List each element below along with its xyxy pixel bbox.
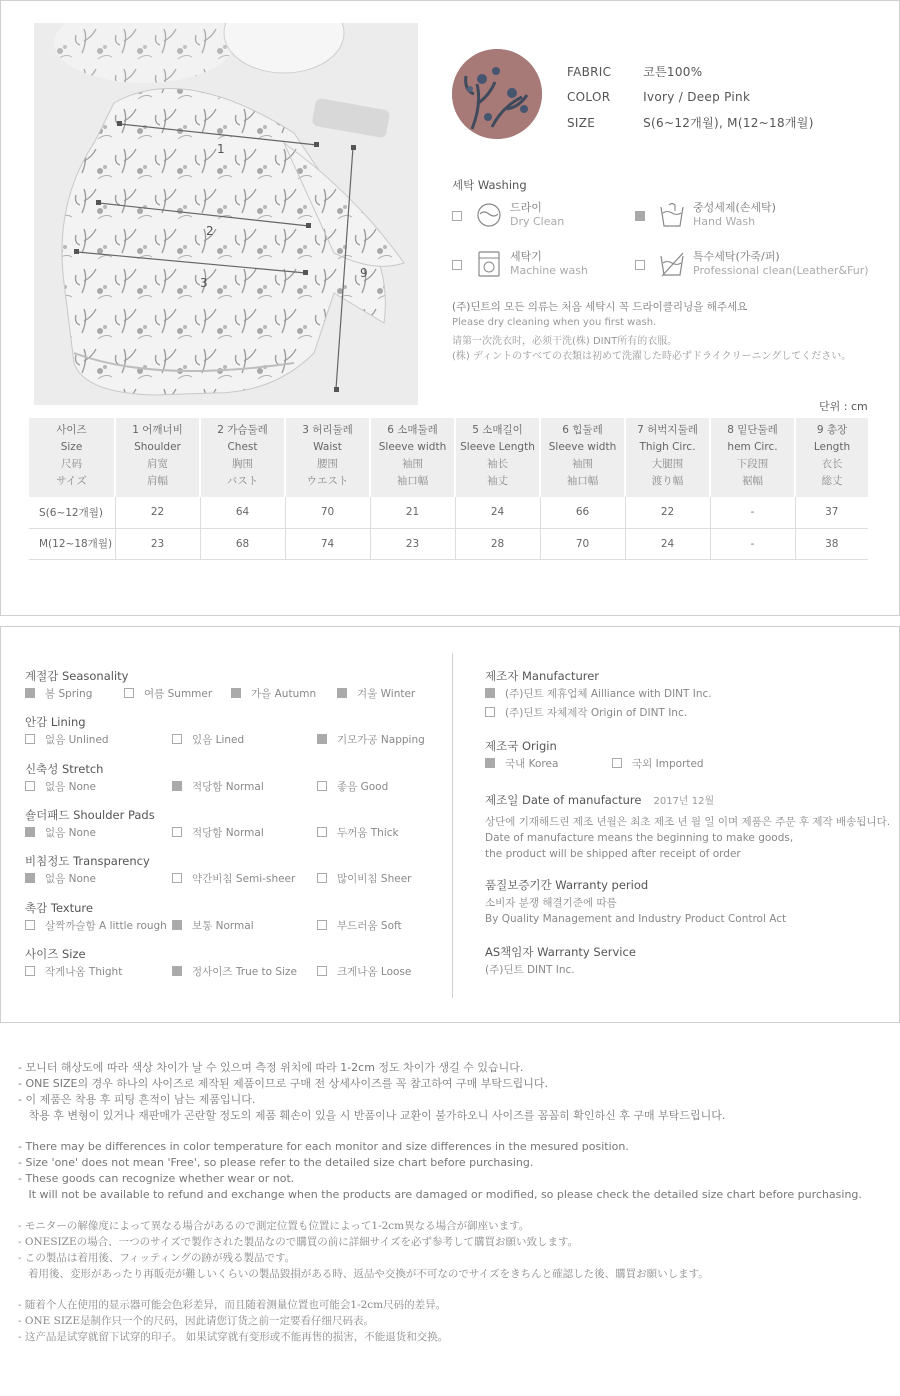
header-en: Waist bbox=[313, 441, 342, 453]
wash-label-ko: 세탁기 bbox=[510, 250, 542, 263]
table-cell: 23 bbox=[115, 528, 200, 559]
table-cell: M(12~18개월) bbox=[29, 528, 115, 559]
option-label: 약간비침 Semi-sheer bbox=[192, 873, 296, 885]
marker-1: 1 bbox=[217, 142, 225, 156]
checkbox[interactable] bbox=[337, 688, 347, 698]
as-service-section bbox=[485, 944, 636, 978]
option-label: 국외 Imported bbox=[632, 758, 704, 770]
attr-option[interactable] bbox=[25, 779, 96, 794]
note-line: - These goods can recognize whether wear or not. bbox=[18, 1172, 295, 1185]
attr-option[interactable] bbox=[337, 686, 415, 701]
machine-wash-icon bbox=[476, 250, 502, 278]
header-jp: 袖口幅 bbox=[396, 475, 429, 487]
checkbox[interactable] bbox=[317, 966, 327, 976]
note-line: - ONE SIZE의 경우 하나의 사이즈로 제작된 제품이므로 구매 전 상세사이즈를 꼭 참고하여 구매 부탁드립니다. bbox=[18, 1077, 549, 1090]
option-label: 없음 None bbox=[45, 781, 97, 793]
header-en: Sleeve width bbox=[548, 441, 617, 453]
header-cn: 下段围 bbox=[736, 458, 769, 470]
as-service-line: (주)딘트 DINT Inc. bbox=[485, 964, 575, 976]
header-cn: 袖围 bbox=[402, 458, 423, 470]
attr-option[interactable] bbox=[25, 964, 122, 979]
checkbox[interactable] bbox=[172, 827, 182, 837]
option-label: 국내 Korea bbox=[505, 758, 559, 770]
wash-checkbox[interactable] bbox=[452, 211, 462, 221]
checkbox[interactable] bbox=[172, 781, 182, 791]
option-label: 살짝까슬함 A little rough bbox=[45, 920, 167, 932]
attr-option[interactable] bbox=[172, 825, 264, 840]
wash-label-en: Dry Clean bbox=[510, 215, 565, 228]
checkbox[interactable] bbox=[25, 873, 35, 883]
origin-section bbox=[485, 738, 704, 772]
size-row bbox=[567, 114, 814, 131]
table-cell: S(6~12개월) bbox=[29, 497, 115, 528]
notes-japanese bbox=[18, 1218, 862, 1282]
column-divider bbox=[452, 653, 453, 998]
table-row bbox=[29, 497, 868, 528]
manufacture-date-note: 상단에 기재해드린 제조 년월은 최초 제조 년 월 일 이며 제품은 주문 후 제작 배송됩니다. bbox=[485, 816, 891, 828]
header-cn: 尺码 bbox=[61, 458, 82, 470]
product-attributes-panel bbox=[0, 626, 900, 1023]
header-cn: 袖围 bbox=[572, 458, 593, 470]
manufacturer-option[interactable] bbox=[485, 705, 712, 721]
origin-option[interactable] bbox=[485, 756, 558, 772]
origin-option[interactable] bbox=[612, 756, 704, 772]
header-cn: 腰围 bbox=[317, 458, 338, 470]
checkbox[interactable] bbox=[485, 758, 495, 768]
purchase-notes bbox=[18, 1060, 862, 1360]
attr-option[interactable] bbox=[25, 732, 109, 747]
table-cell: 74 bbox=[285, 528, 370, 559]
header-cn: 肩宽 bbox=[147, 458, 168, 470]
attr-title: 촉감 Texture bbox=[25, 901, 93, 915]
option-label: 두꺼움 Thick bbox=[337, 827, 399, 839]
header-ko: 9 총장 bbox=[816, 424, 848, 436]
header-jp: 肩幅 bbox=[147, 475, 168, 487]
option-label: 많이비침 Sheer bbox=[337, 873, 412, 885]
checkbox[interactable] bbox=[172, 873, 182, 883]
attr-option[interactable] bbox=[317, 871, 411, 886]
option-label: 기모가공 Napping bbox=[337, 734, 425, 746]
checkbox[interactable] bbox=[25, 966, 35, 976]
note-line: - 随着个人在使用的显示器可能会色彩差异，而且随着测量位置也可能会1-2cm尺码的差异。 bbox=[18, 1299, 447, 1311]
header-jp: バスト bbox=[226, 475, 259, 487]
attr-stretch bbox=[25, 761, 389, 795]
option-label: 적당함 Normal bbox=[192, 827, 264, 839]
checkbox[interactable] bbox=[124, 688, 134, 698]
attr-transparency bbox=[25, 853, 412, 887]
manufacture-date-note: the product will be shipped after receipt of order bbox=[485, 848, 741, 860]
header-ko: 8 밑단둘레 bbox=[727, 424, 778, 436]
note-line: - 이 제품은 착용 후 피팅 흔적이 남는 제품입니다. bbox=[18, 1093, 256, 1106]
table-cell: 21 bbox=[370, 497, 455, 528]
note-line: 着用後、変形があったり再販売が難しいくらいの製品毀損がある時、返品や交換が不可なのでサイズをきちんと確認した後、購買お願いします。 bbox=[18, 1268, 709, 1280]
checkbox[interactable] bbox=[485, 707, 495, 717]
table-cell: 66 bbox=[540, 497, 625, 528]
note-line: - There may be differences in color temperature for each monitor and size differences in the mesured position. bbox=[18, 1140, 629, 1153]
fabric-swatch bbox=[452, 49, 542, 139]
option-label: 좋음 Good bbox=[337, 781, 389, 793]
attr-title: 숄더패드 Shoulder Pads bbox=[25, 808, 155, 822]
header-ko: 6 소매둘레 bbox=[387, 424, 438, 436]
size-table-header bbox=[29, 418, 868, 497]
manufacture-date-section bbox=[485, 792, 890, 862]
notes-korean bbox=[18, 1060, 862, 1124]
checkbox[interactable] bbox=[25, 920, 35, 930]
header-en: hem Circ. bbox=[727, 441, 778, 453]
option-label: 가을 Autumn bbox=[251, 688, 317, 700]
attr-option[interactable] bbox=[317, 964, 411, 979]
size-label: SIZE bbox=[567, 116, 596, 130]
note-line: - ONE SIZE是制作只一个的尺码，因此请您订货之前一定要看仔细尺码表。 bbox=[18, 1315, 374, 1327]
table-cell: - bbox=[710, 497, 795, 528]
size-value: S(6~12개월), M(12~18개월) bbox=[643, 116, 814, 130]
checkbox[interactable] bbox=[25, 827, 35, 837]
attr-option[interactable] bbox=[317, 779, 388, 794]
attr-texture bbox=[25, 900, 402, 934]
attr-shoulder-pads bbox=[25, 807, 399, 841]
checkbox[interactable] bbox=[172, 966, 182, 976]
checkbox[interactable] bbox=[25, 734, 35, 744]
origin-title: 제조국 Origin bbox=[485, 739, 557, 753]
header-ko: 6 힙둘레 bbox=[562, 424, 603, 436]
note-line: - モニターの解像度によって異なる場合があるので測定位置も位置によって1-2cm異なる場合が御座います。 bbox=[18, 1220, 530, 1232]
header-jp: ウエスト bbox=[306, 475, 349, 487]
option-label: 적당함 Normal bbox=[192, 781, 264, 793]
wash-checkbox[interactable] bbox=[635, 211, 645, 221]
as-service-title: AS책임자 Warranty Service bbox=[485, 945, 636, 959]
table-cell: 64 bbox=[200, 497, 285, 528]
table-cell: 23 bbox=[370, 528, 455, 559]
header-jp: 袖口幅 bbox=[566, 475, 599, 487]
note-line: - この製品は着用後、フィッティングの跡が残る製品です。 bbox=[18, 1252, 296, 1264]
header-cell-size bbox=[29, 418, 115, 497]
table-row bbox=[29, 528, 868, 559]
checkbox[interactable] bbox=[172, 920, 182, 930]
washing-title: 세탁 Washing bbox=[452, 178, 527, 192]
checkbox[interactable] bbox=[25, 781, 35, 791]
wash-label-ko: 드라이 bbox=[510, 201, 542, 214]
fabric-value: 코튼100% bbox=[643, 65, 703, 79]
header-cell-chest bbox=[200, 418, 285, 497]
wash-checkbox[interactable] bbox=[635, 260, 645, 270]
attr-option[interactable] bbox=[172, 871, 295, 886]
product-photo bbox=[34, 23, 418, 405]
checkbox[interactable] bbox=[317, 781, 327, 791]
table-cell: 70 bbox=[540, 528, 625, 559]
table-cell: 22 bbox=[115, 497, 200, 528]
unit-label: 단위 : cm bbox=[819, 400, 868, 413]
note-line: - Size 'one' does not mean 'Free', so please refer to the detailed size chart before purchasing. bbox=[18, 1156, 534, 1169]
header-ko: 5 소매길이 bbox=[472, 424, 523, 436]
professional-clean-icon bbox=[659, 250, 685, 278]
attr-title: 계절감 Seasonality bbox=[25, 669, 129, 683]
option-label: (주)딘트 자체제작 Origin of DINT Inc. bbox=[505, 707, 688, 719]
attr-title: 안감 Lining bbox=[25, 715, 86, 729]
checkbox[interactable] bbox=[317, 734, 327, 744]
wash-note-en: Please dry cleaning when you first wash. bbox=[452, 317, 657, 328]
size-table bbox=[29, 418, 868, 560]
wash-label-en: Machine wash bbox=[510, 264, 588, 277]
option-label: 없음 Unlined bbox=[45, 734, 109, 746]
header-cell-waist bbox=[285, 418, 370, 497]
manufacture-date-note: Date of manufacture means the beginning to make goods, bbox=[485, 832, 794, 844]
header-jp: 総丈 bbox=[821, 475, 843, 487]
dry-clean-icon bbox=[476, 201, 502, 229]
header-jp: 袖丈 bbox=[487, 475, 508, 487]
header-cn: 衣长 bbox=[821, 458, 843, 470]
wash-note-cn: 请第一次洗衣时，必须干洗(株) DINT所有的衣服。 bbox=[452, 336, 678, 347]
header-ko: 사이즈 bbox=[56, 424, 87, 436]
note-line: It will not be available to refund and exchange when the products are damaged or modified, so please check the detailed size chart before purchasing. bbox=[18, 1188, 862, 1201]
header-jp: 渡り幅 bbox=[651, 475, 684, 487]
wash-note-jp: (株) ディントのすべての衣類は初めて洗濯した時必ずドライクリーニングしてください。 bbox=[452, 351, 852, 362]
checkbox[interactable] bbox=[317, 873, 327, 883]
checkbox[interactable] bbox=[485, 688, 495, 698]
manufacturer-option[interactable] bbox=[485, 686, 712, 702]
option-label: 부드러움 Soft bbox=[337, 920, 402, 932]
attr-seasonality bbox=[25, 668, 416, 702]
attr-option[interactable] bbox=[25, 918, 167, 933]
marker-9: 9 bbox=[360, 266, 368, 280]
color-value: Ivory / Deep Pink bbox=[643, 90, 751, 104]
header-cell-sleeve-width bbox=[370, 418, 455, 497]
hand-wash-icon bbox=[659, 201, 685, 229]
fabric-swatch-image bbox=[452, 49, 542, 139]
attr-title: 신축성 Stretch bbox=[25, 762, 104, 776]
table-cell: 70 bbox=[285, 497, 370, 528]
attr-option[interactable] bbox=[25, 871, 96, 886]
romper-illustration bbox=[34, 23, 418, 405]
attr-option[interactable] bbox=[25, 686, 92, 701]
option-label: 겨울 Winter bbox=[357, 688, 416, 700]
warranty-line: 소비자 분쟁 해결기준에 따름 bbox=[485, 897, 617, 909]
attr-option[interactable] bbox=[124, 686, 212, 701]
note-line: - 这产品是试穿就留下试穿的印子。 如果试穿就有变形或不能再售的损害，不能退货和交换。 bbox=[18, 1331, 449, 1343]
header-jp: 裾幅 bbox=[742, 475, 763, 487]
wash-label-en: Professional clean(Leather&Fur) bbox=[693, 264, 869, 277]
header-cn: 大腿围 bbox=[651, 458, 684, 470]
checkbox[interactable] bbox=[172, 734, 182, 744]
manufacturer-section bbox=[485, 668, 712, 721]
header-cell-hem bbox=[710, 418, 795, 497]
wash-label-ko: 특수세탁(가죽/퍼) bbox=[693, 250, 780, 263]
wash-checkbox[interactable] bbox=[452, 260, 462, 270]
header-jp: サイズ bbox=[56, 475, 87, 487]
attr-option[interactable] bbox=[317, 918, 402, 933]
manufacture-date-title bbox=[485, 792, 890, 810]
checkbox[interactable] bbox=[612, 758, 622, 768]
wash-label-ko: 중성세제(손세탁) bbox=[693, 201, 776, 214]
marker-3: 3 bbox=[200, 276, 208, 290]
attr-lining bbox=[25, 714, 425, 748]
option-label: 여름 Summer bbox=[144, 688, 213, 700]
notes-english bbox=[18, 1139, 862, 1203]
header-cn: 袖长 bbox=[487, 458, 508, 470]
option-label: 봄 Spring bbox=[45, 688, 93, 700]
option-label: (주)딘트 제휴업체 Ailliance with DINT Inc. bbox=[505, 688, 712, 700]
option-label: 없음 None bbox=[45, 873, 97, 885]
option-label: 작게나옴 Thight bbox=[45, 966, 123, 978]
table-cell: 28 bbox=[455, 528, 540, 559]
notes-chinese bbox=[18, 1297, 862, 1345]
header-ko: 1 어깨너비 bbox=[132, 424, 183, 436]
table-cell: 68 bbox=[200, 528, 285, 559]
option-label: 크게나옴 Loose bbox=[337, 966, 412, 978]
attr-option[interactable] bbox=[317, 825, 399, 840]
header-en: Size bbox=[60, 441, 83, 453]
header-en: Length bbox=[813, 441, 851, 453]
header-en: Thigh Circ. bbox=[639, 441, 696, 453]
wash-label-en: Hand Wash bbox=[693, 215, 756, 228]
header-ko: 3 허리둘레 bbox=[302, 424, 353, 436]
attr-option[interactable] bbox=[172, 779, 264, 794]
table-cell: 24 bbox=[455, 497, 540, 528]
checkbox[interactable] bbox=[25, 688, 35, 698]
option-label: 없음 None bbox=[45, 827, 97, 839]
table-cell: - bbox=[710, 528, 795, 559]
option-label: 정사이즈 True to Size bbox=[192, 966, 297, 978]
checkbox[interactable] bbox=[231, 688, 241, 698]
note-line: - 모니터 해상도에 따라 색상 차이가 날 수 있으며 측정 위치에 따라 1-2cm 정도 차이가 생길 수 있습니다. bbox=[18, 1061, 524, 1074]
attr-size-fit bbox=[25, 946, 412, 980]
header-cn: 胸围 bbox=[232, 458, 253, 470]
header-ko: 2 가슴둘레 bbox=[217, 424, 268, 436]
product-spec-panel bbox=[0, 0, 900, 616]
table-cell: 37 bbox=[795, 497, 868, 528]
warranty-section bbox=[485, 877, 786, 927]
attr-option[interactable] bbox=[317, 732, 425, 747]
table-cell: 38 bbox=[795, 528, 868, 559]
attr-option[interactable] bbox=[25, 825, 96, 840]
attr-option[interactable] bbox=[172, 732, 244, 747]
header-en: Sleeve width bbox=[378, 441, 447, 453]
attr-title: 비침정도 Transparency bbox=[25, 854, 150, 868]
note-line: 착용 후 변형이 있거나 재판매가 곤란할 정도의 제품 훼손이 있을 시 반품이나 교환이 불가하오니 사이즈를 꼼꼼히 확인하신 후 구매 부탁드립니다. bbox=[18, 1109, 726, 1122]
header-cell-shoulder bbox=[115, 418, 200, 497]
header-en: Sleeve Length bbox=[460, 441, 535, 453]
fabric-row bbox=[567, 63, 702, 80]
warranty-title: 품질보증기간 Warranty period bbox=[485, 878, 649, 892]
fabric-label: FABRIC bbox=[567, 65, 612, 79]
header-cell-sleeve-length bbox=[455, 418, 540, 497]
header-cell-thigh bbox=[625, 418, 710, 497]
table-cell: 24 bbox=[625, 528, 710, 559]
manufacturer-title: 제조자 Manufacturer bbox=[485, 669, 600, 683]
header-cell-length bbox=[795, 418, 868, 497]
marker-2: 2 bbox=[206, 224, 214, 238]
attr-option[interactable] bbox=[172, 964, 297, 979]
wash-note-ko: (주)딘트의 모든 의류는 처음 세탁시 꼭 드라이클리닝을 해주세요 bbox=[452, 301, 748, 313]
manufacture-date-value: 2017년 12월 bbox=[653, 796, 715, 807]
checkbox[interactable] bbox=[317, 827, 327, 837]
header-en: Shoulder bbox=[134, 441, 181, 453]
attr-title: 사이즈 Size bbox=[25, 947, 86, 961]
attr-option[interactable] bbox=[172, 918, 254, 933]
color-row bbox=[567, 90, 750, 104]
header-cell-hip bbox=[540, 418, 625, 497]
attr-option[interactable] bbox=[231, 686, 316, 701]
table-cell: 22 bbox=[625, 497, 710, 528]
manufacture-date-label: 제조일 Date of manufacture bbox=[485, 793, 642, 807]
color-label: COLOR bbox=[567, 90, 611, 104]
option-label: 보통 Normal bbox=[192, 920, 254, 932]
note-line: - ONESIZEの場合、一つのサイズで製作された製品なので購買の前に詳細サイズを必ず参考して購買お願い致します。 bbox=[18, 1236, 579, 1248]
header-ko: 7 허벅지둘레 bbox=[637, 424, 698, 436]
checkbox[interactable] bbox=[317, 920, 327, 930]
warranty-line: By Quality Management and Industry Product Control Act bbox=[485, 913, 787, 925]
option-label: 있음 Lined bbox=[192, 734, 245, 746]
header-en: Chest bbox=[227, 441, 258, 453]
